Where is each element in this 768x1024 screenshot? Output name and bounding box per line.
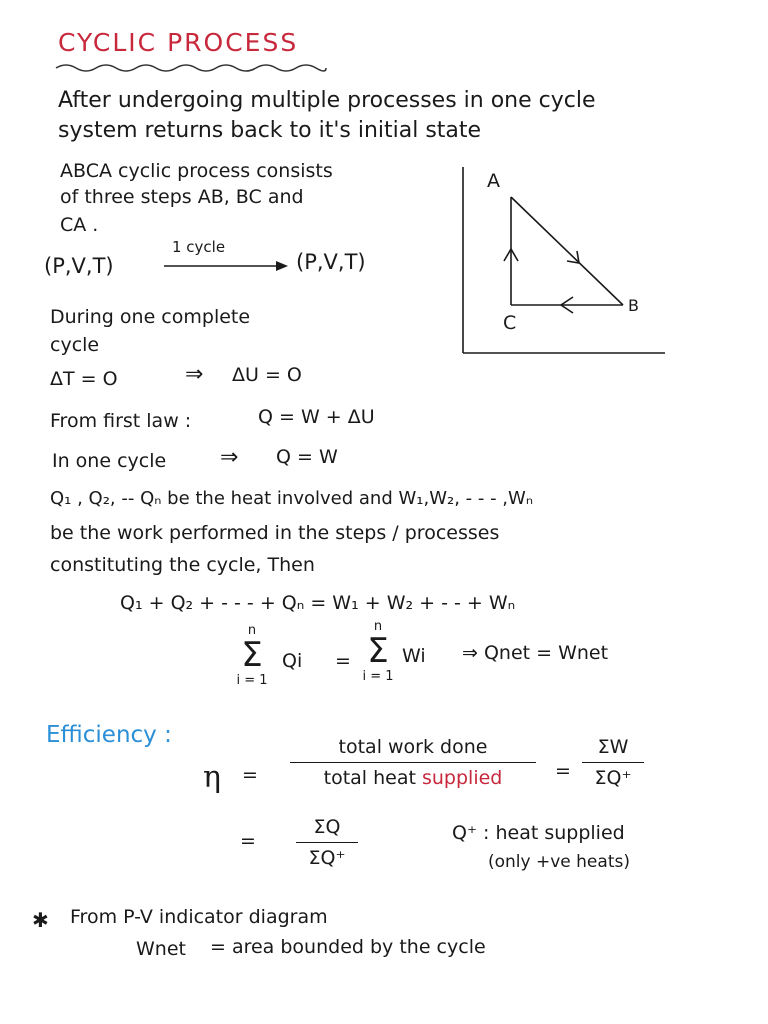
sum-q-symbol: n Σ i = 1	[236, 623, 268, 689]
efficiency-label: Efficiency :	[46, 722, 172, 748]
eq-sign-3: =	[240, 830, 256, 852]
one-cycle-label: In one cycle	[52, 450, 167, 472]
heats-line-3: constituting the cycle, Then	[50, 554, 315, 576]
implies-2: ⇒	[220, 445, 239, 470]
abca-line-3: CA .	[60, 214, 99, 236]
sum-q-top: n	[247, 623, 257, 638]
efficiency-numerator: total work done	[338, 736, 488, 758]
w-net-label: Wnet	[136, 938, 186, 960]
graph-label-a: A	[487, 170, 500, 192]
title-underline	[54, 62, 329, 74]
efficiency-fraction	[290, 736, 536, 789]
heats-line-2: be the work performed in the steps / processes	[50, 522, 500, 544]
eta-symbol: η	[203, 760, 221, 795]
sum-w-symbol: n Σ i = 1	[362, 619, 394, 685]
cycle-line-2: cycle	[50, 334, 100, 356]
graph-label-b: B	[628, 296, 639, 315]
indicator-line-2: = area bounded by the cycle	[210, 936, 486, 958]
eq-sign-2: =	[555, 760, 571, 782]
indicator-line-1: From P-V indicator diagram	[70, 906, 328, 928]
state-right: (P,V,T)	[296, 250, 366, 274]
q-net-eq: ⇒ Qnet = Wnet	[462, 642, 609, 664]
graph-label-c: C	[503, 312, 517, 334]
sum-w-bottom: i = 1	[362, 669, 394, 685]
sum-equation: Q₁ + Q₂ + - - - + Qₙ = W₁ + W₂ + - - + Wₙ	[120, 592, 516, 614]
pv-cycle-graph	[455, 165, 670, 360]
state-left: (P,V,T)	[44, 254, 114, 278]
q-plus-note: Q⁺ : heat supplied	[452, 822, 625, 844]
sigma-fraction-1	[582, 736, 644, 789]
sigma-qplus: ΣQ⁺	[594, 767, 632, 789]
supplied-text: supplied	[421, 767, 503, 789]
denominator-text: total heat	[323, 767, 422, 789]
one-cycle-eq: Q = W	[276, 446, 338, 468]
sum-w-term: Wi	[402, 645, 426, 667]
sigma-fraction-2	[296, 816, 358, 869]
sum-q-term: Qi	[282, 650, 303, 672]
q-plus-note-2: (only +ve heats)	[488, 852, 630, 872]
efficiency-denominator	[290, 767, 536, 789]
sigma-w: ΣW	[597, 736, 629, 758]
cycle-line-1: During one complete	[50, 306, 251, 328]
implies-1: ⇒	[185, 362, 204, 387]
first-law-eq: Q = W + ΔU	[258, 406, 375, 428]
cycle-arrow-label: 1 cycle	[172, 238, 226, 256]
cycle-arrow	[162, 258, 294, 274]
intro-line-1: After undergoing multiple processes in one cycle	[58, 88, 596, 113]
sum-eq-sign: =	[335, 650, 351, 672]
sigma-q: ΣQ	[313, 816, 341, 838]
eta-equals: =	[242, 764, 258, 786]
star-bullet: ✱	[32, 908, 49, 932]
heats-line-1: Q₁ , Q₂, -- Qₙ be the heat involved and W₁,W₂, - - - ,Wₙ	[50, 488, 533, 509]
delta-t: ΔT = O	[50, 368, 118, 390]
sigma-qplus-2: ΣQ⁺	[308, 847, 346, 869]
abca-line-1: ABCA cyclic process consists	[60, 160, 333, 182]
sum-q-bottom: i = 1	[236, 673, 268, 689]
delta-u: ΔU = O	[232, 364, 302, 386]
intro-line-2: system returns back to it's initial state	[58, 118, 482, 143]
page-title: CYCLIC PROCESS	[58, 28, 299, 57]
first-law-label: From first law :	[50, 410, 192, 432]
sum-w-top: n	[373, 619, 383, 634]
abca-line-2: of three steps AB, BC and	[60, 186, 304, 208]
